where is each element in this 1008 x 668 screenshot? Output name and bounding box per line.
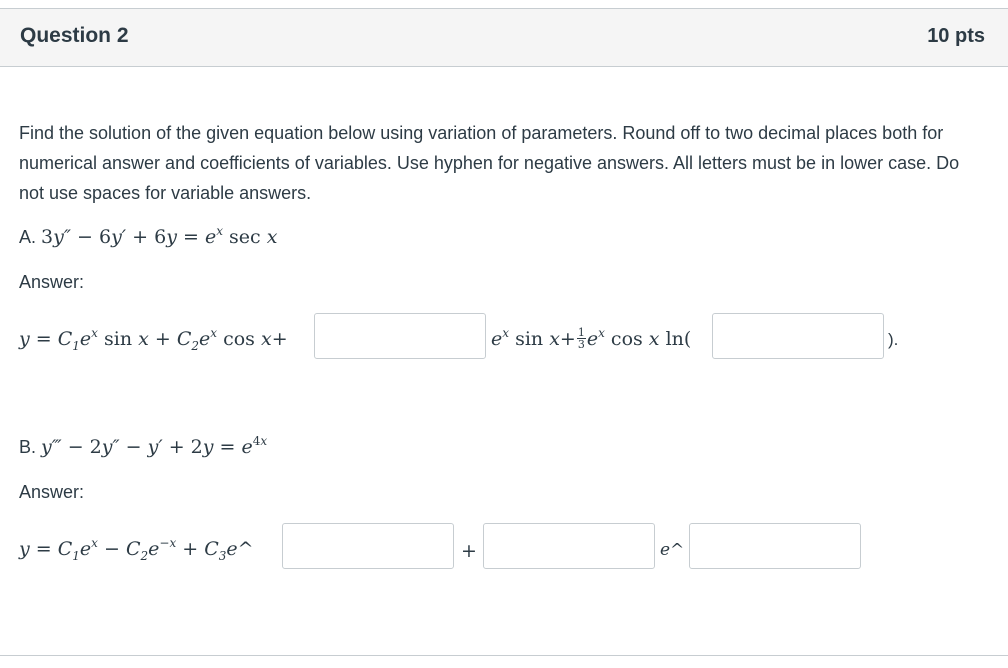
question-title: Question 2 xyxy=(20,24,129,47)
part-a-math: $3y'' - 6y' + 6y = e^x$ sec x xyxy=(41,224,278,248)
part-b-answer-label: Answer: xyxy=(19,482,85,502)
part-b-label: B. xyxy=(19,437,37,457)
question-points: 10 pts xyxy=(927,25,985,47)
part-b-e-caret: e^ xyxy=(660,540,685,560)
part-b-math: y‴ − $2y'' - y' + 2y = e^{4x}$ xyxy=(41,434,268,458)
part-a-solution-middle: $e^x$ sin x+ $\frac{1}{3}$ $e^x$ cos x ln( xyxy=(491,325,692,351)
part-a-equation xyxy=(19,226,277,248)
part-b-equation xyxy=(19,436,267,458)
question-header xyxy=(0,8,1008,67)
part-a-close-paren: ). xyxy=(888,330,899,349)
bottom-divider xyxy=(0,655,1008,656)
part-b-answer-input-1[interactable] xyxy=(282,523,454,569)
part-a-solution-prefix: $y = C_1e^x$ $\sin x + C_2e^x$ cos x+ xyxy=(19,326,288,353)
part-a-label: A. xyxy=(19,227,37,247)
part-b-solution-prefix: $y = C_1e^x - C_2e^{-x}$ + $C_3e\^{}$ xyxy=(19,536,254,563)
part-b-answer-input-3[interactable] xyxy=(689,523,861,569)
question-instructions: Find the solution of the given equation below using variation of parameters. Round off to two decimal places both for numerical answer and coefficients of variables. Use hyphen for negative answers. All letters must be in lower case. Do not use spaces for variable answers. xyxy=(19,123,960,203)
part-a-answer-input-1[interactable] xyxy=(314,313,486,359)
part-a-answer-label: Answer: xyxy=(19,272,85,292)
part-a-answer-input-2[interactable] xyxy=(712,313,884,359)
part-b-plus: + xyxy=(461,540,477,562)
part-b-answer-input-2[interactable] xyxy=(483,523,655,569)
